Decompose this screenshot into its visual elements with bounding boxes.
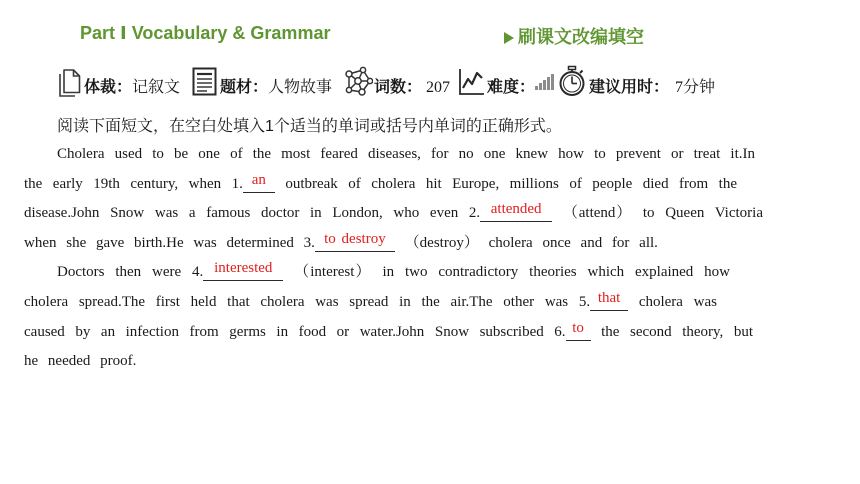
answer-text: an [251,171,266,188]
answer-blank-3 [315,230,395,252]
word-count-label: 词数： [374,79,423,96]
passage-text: outbreak of cholera hit Europe, millions of people died from the [285,175,737,192]
passage-text: disease.John Snow was a famous doctor in London, who even 2. [24,205,481,222]
instruction-text: 阅读下面短文，在空白处填入1个适当的单词或括号内单词的正确形式。 [57,118,562,135]
passage-text: cholera was [638,293,717,310]
difficulty-label: 难度： [487,79,536,96]
answer-blank-6 [566,319,591,341]
answer-text: that [597,289,621,306]
section-link[interactable] [504,27,644,48]
passage-text: caused by an infection from germs in food or water.John Snow subscribed 6. [24,323,566,340]
signal-bars-icon [534,73,556,90]
passage-text: （interest） in two contradictory theories which explained how [294,264,730,281]
answer-text: attended [490,201,542,218]
answer-text: interested [214,260,273,277]
answer-text: to destroy [324,230,386,247]
document-copy-icon [58,68,82,98]
word-count-value: 207 [426,79,451,96]
suggested-time-label: 建议用时： [589,79,670,96]
passage-text: Cholera used to be one of the most feared diseases, for no one knew how to prevent or treat it.In [57,146,755,162]
section-label: 刷课文改编填空 [518,27,644,47]
answer-blank-5 [590,289,628,311]
passage-line [57,258,730,288]
passage-text: Doctors then were 4. [57,264,204,281]
topic-label: 题材： [220,79,269,96]
passage-text: （attend） to Queen Victoria [562,205,763,222]
page-title: Part Ⅰ Vocabulary & Grammar [80,23,331,43]
topic-info [220,79,332,97]
suggested-time-value: 7分钟 [675,79,716,96]
network-icon [343,66,373,98]
topic-value: 人物故事 [268,79,333,96]
passage-text: when she gave birth.He was determined 3. [24,234,315,251]
passage-line [24,170,737,200]
passage [24,140,784,377]
genre-label: 体裁： [84,79,133,96]
document-lines-icon [192,67,217,96]
genre-value: 记叙文 [132,79,181,96]
suggested-time-info [589,79,715,97]
answer-blank-2 [480,201,552,222]
passage-line [24,229,784,259]
passage-line [24,199,763,229]
stopwatch-icon [558,65,586,97]
answer-blank-1 [243,171,275,193]
passage-line [24,318,753,348]
genre-info [84,79,180,97]
line-chart-icon [458,67,485,96]
passage-text: cholera spread.The first held that cholera was spread in the air.The other was 5. [24,293,591,310]
passage-text: he needed proof. [24,353,137,370]
passage-line [24,347,784,377]
difficulty-info [487,79,535,97]
answer-blank-4 [203,260,283,281]
passage-text: （destroy） cholera once and for all. [404,234,658,251]
play-triangle-icon [504,32,514,44]
passage-text: the early 19th century, when 1. [24,175,243,192]
passage-text: the second theory, but [601,323,754,340]
passage-line [57,140,755,170]
word-count-info [374,79,450,97]
passage-line [24,288,717,318]
answer-text: to [572,319,584,336]
